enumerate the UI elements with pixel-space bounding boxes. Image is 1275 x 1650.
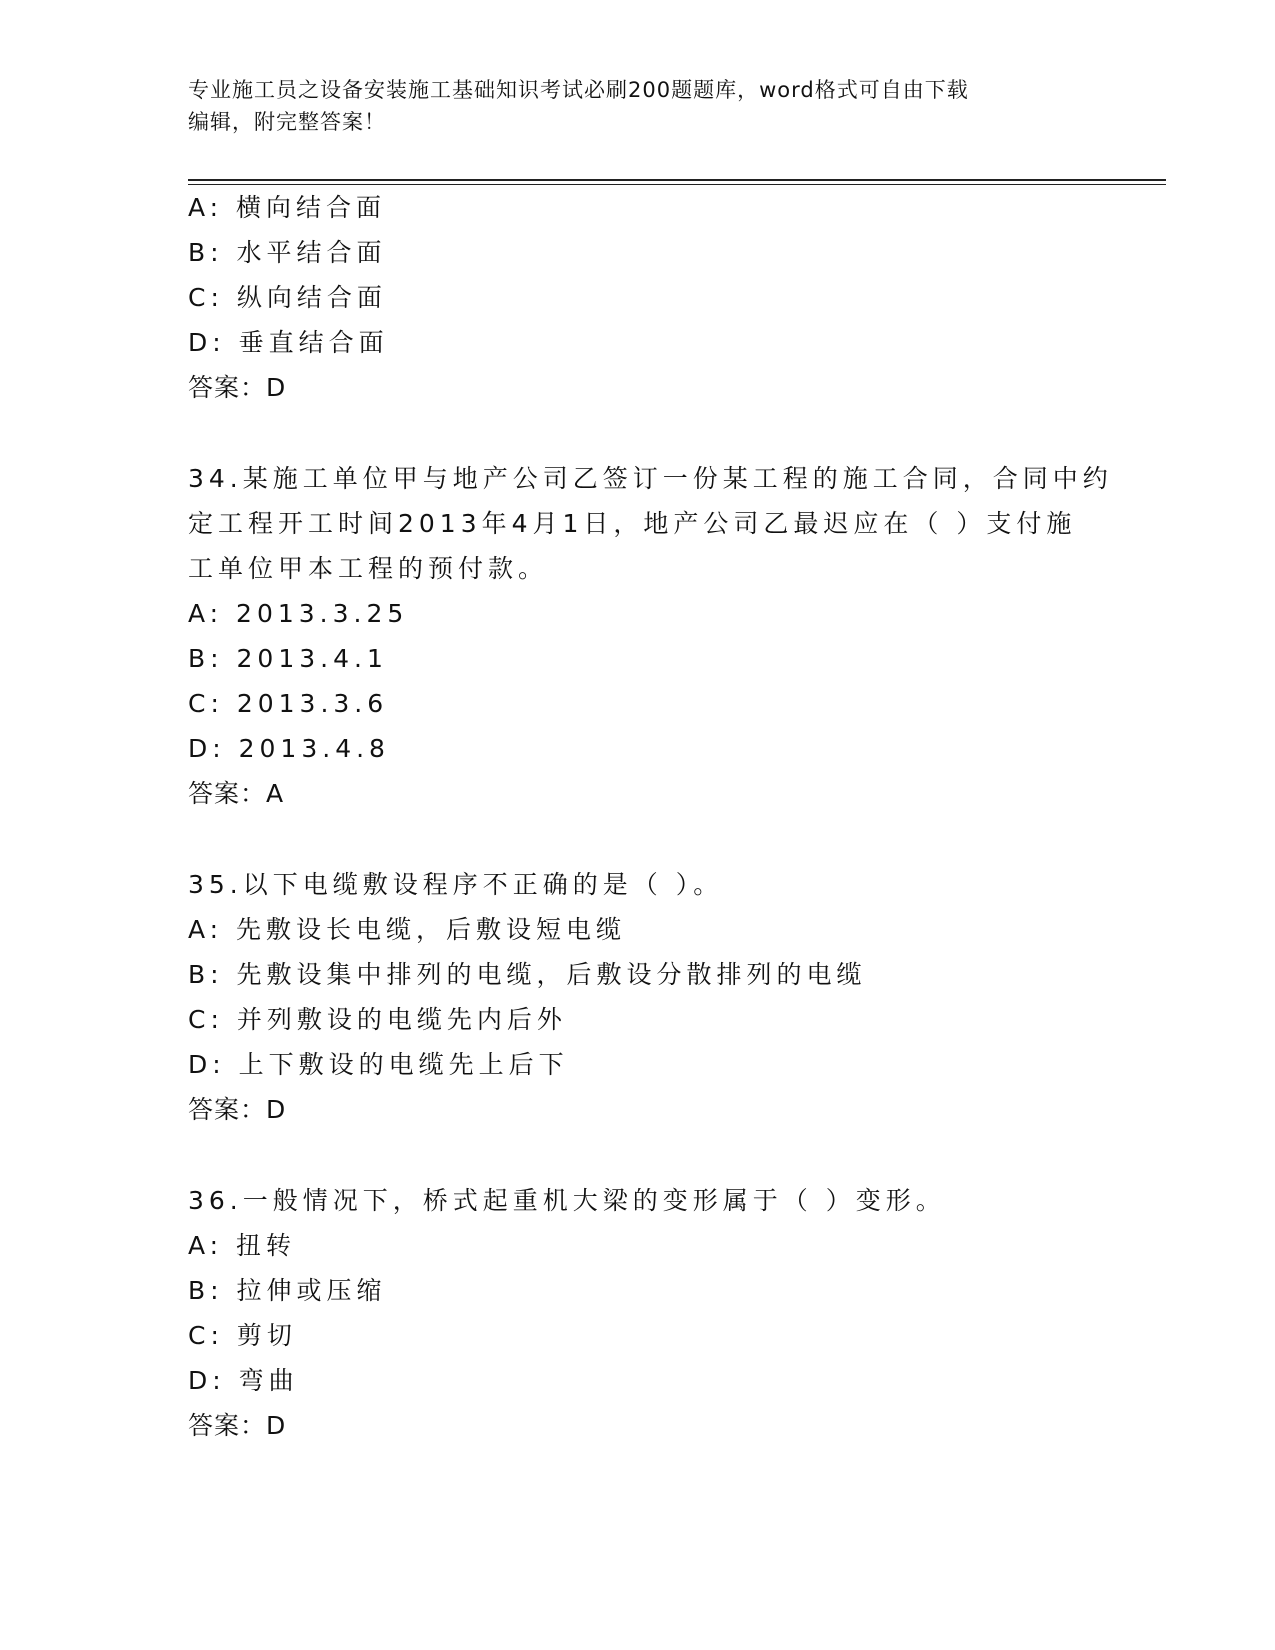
q35-answer: 答案：D	[188, 1095, 287, 1124]
q34-option-d: D: 2013.4.8	[188, 734, 390, 763]
header-title-line-2: 编辑，附完整答案！	[188, 110, 386, 134]
q35-option-c: C: 并列敷设的电缆先内后外	[188, 1005, 567, 1034]
q36-stem: 36.一般情况下，桥式起重机大梁的变形属于（ ）变形。	[188, 1186, 946, 1215]
header-title-line-1: 专业施工员之设备安装施工基础知识考试必刷200题题库，word格式可自由下载	[188, 78, 969, 102]
header-divider	[188, 179, 1166, 185]
q33-option-a: A: 横向结合面	[188, 193, 387, 222]
q36-option-d: D: 弯曲	[188, 1366, 299, 1395]
q33-option-b: B: 水平结合面	[188, 238, 387, 267]
q34-stem-line-1: 34.某施工单位甲与地产公司乙签订一份某工程的施工合同，合同中约	[188, 464, 1113, 493]
q35-option-a: A: 先敷设长电缆，后敷设短电缆	[188, 915, 627, 944]
document-header	[188, 74, 1068, 138]
q36-option-a: A: 扭转	[188, 1231, 297, 1260]
q36-option-c: C: 剪切	[188, 1321, 297, 1350]
q34-stem-line-2: 定工程开工时间2013年4月1日，地产公司乙最迟应在（ ）支付施	[188, 509, 1077, 538]
q36-option-b: B: 拉伸或压缩	[188, 1276, 387, 1305]
q35-option-d: D: 上下敷设的电缆先上后下	[188, 1050, 569, 1079]
q33-answer: 答案：D	[188, 373, 287, 402]
q35-stem: 35.以下电缆敷设程序不正确的是（ ）。	[188, 870, 724, 899]
q34-option-c: C: 2013.3.6	[188, 689, 389, 718]
q34-stem-line-3: 工单位甲本工程的预付款。	[188, 554, 549, 583]
q33-option-c: C: 纵向结合面	[188, 283, 387, 312]
q34-option-b: B: 2013.4.1	[188, 644, 388, 673]
q34-option-a: A: 2013.3.25	[188, 599, 409, 628]
q35-option-b: B: 先敷设集中排列的电缆，后敷设分散排列的电缆	[188, 960, 867, 989]
q33-option-d: D: 垂直结合面	[188, 328, 389, 357]
q34-answer: 答案：A	[188, 779, 285, 808]
q36-answer: 答案：D	[188, 1411, 287, 1440]
